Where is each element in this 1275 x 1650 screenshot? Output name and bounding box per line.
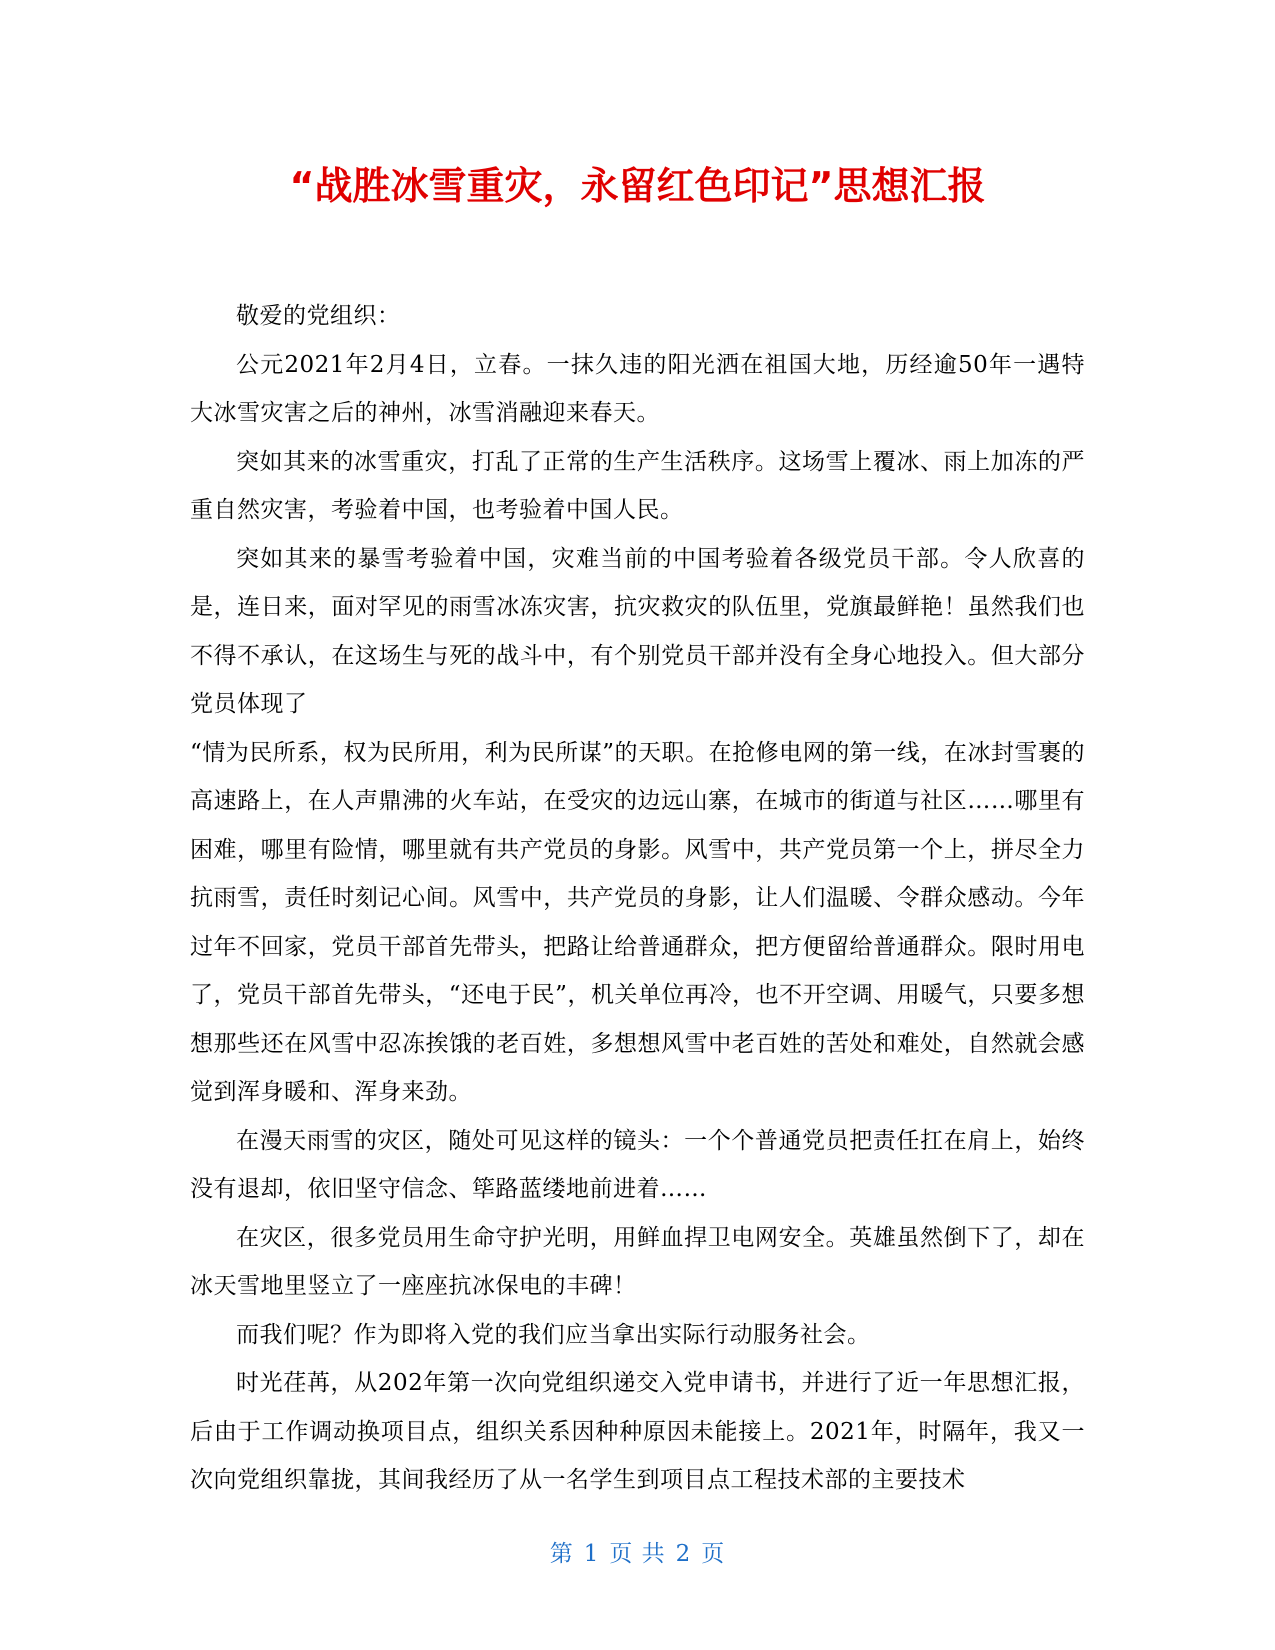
paragraph-3: 突如其来的暴雪考验着中国，灾难当前的中国考验着各级党员干部。令人欣喜的是，连日来，面对罕见的雨雪冰冻灾害，抗灾救灾的队伍里，党旗最鲜艳！虽然我们也不得不承认，在这场生与死的战斗中，有个别党员干部并没有全身心地投入。但大部分党员体现了 [190,545,1085,717]
paragraph-8: 时光荏苒，从202年第一次向党组织递交入党申请书，并进行了近一年思想汇报，后由于工作调动换项目点，组织关系因种种原因未能接上。2021年，时隔年，我又一次向党组织靠拢，其间我经历了从一名学生到项目点工程技术部的主要技术 [190,1370,1085,1493]
footer-middle: 页 共 [609,1541,666,1567]
page-footer [0,1535,1275,1568]
salutation: 敬爱的党组织： [236,303,401,329]
paragraph-6: 在灾区，很多党员用生命守护光明，用鲜血捍卫电网安全。英雄虽然倒下了，却在冰天雪地里竖立了一座座抗冰保电的丰碑！ [190,1224,1085,1299]
document-body [190,292,1085,1505]
paragraph-4: “情为民所系，权为民所用，利为民所谋”的天职。在抢修电网的第一线，在冰封雪裹的高速路上，在人声鼎沸的火车站，在受灾的边远山寨，在城市的街道与社区……哪里有困难，哪里有险情，哪里就有共产党员的身影。风雪中，共产党员第一个上，拼尽全力抗雨雪，责任时刻记心间。风雪中，共产党员的身影，让人们温暖、令群众感动。今年过年不回家，党员干部首先带头，把路让给普通群众，把方便留给普通群众。限时用电了，党员干部首先带头，“还电于民”，机关单位再冷，也不开空调、用暖气，只要多想想那些还在风雪中忍冻挨饿的老百姓，多想想风雪中老百姓的苦处和难处，自然就会感觉到浑身暖和、浑身来劲。 [190,739,1085,1105]
page-number: 1 [583,1541,600,1567]
paragraph-7: 而我们呢？作为即将入党的我们应当拿出实际行动服务社会。 [236,1321,871,1348]
footer-suffix: 页 [701,1541,726,1567]
footer-prefix: 第 [549,1541,574,1567]
paragraph-5: 在漫天雨雪的灾区，随处可见这样的镜头：一个个普通党员把责任扛在肩上，始终没有退却，依旧坚守信念、筚路蓝缕地前进着…… [190,1127,1085,1202]
paragraph-2: 突如其来的冰雪重灾，打乱了正常的生产生活秩序。这场雪上覆冰、雨上加冻的严重自然灾害，考验着中国，也考验着中国人民。 [190,448,1085,523]
document-title: “战胜冰雪重灾，永留红色印记”思想汇报 [289,164,986,208]
total-pages: 2 [675,1541,692,1567]
paragraph-1: 公元2021年2月4日，立春。一抹久违的阳光洒在祖国大地，历经逾50年一遇特大冰雪灾害之后的神州，冰雪消融迎来春天。 [190,351,1085,426]
